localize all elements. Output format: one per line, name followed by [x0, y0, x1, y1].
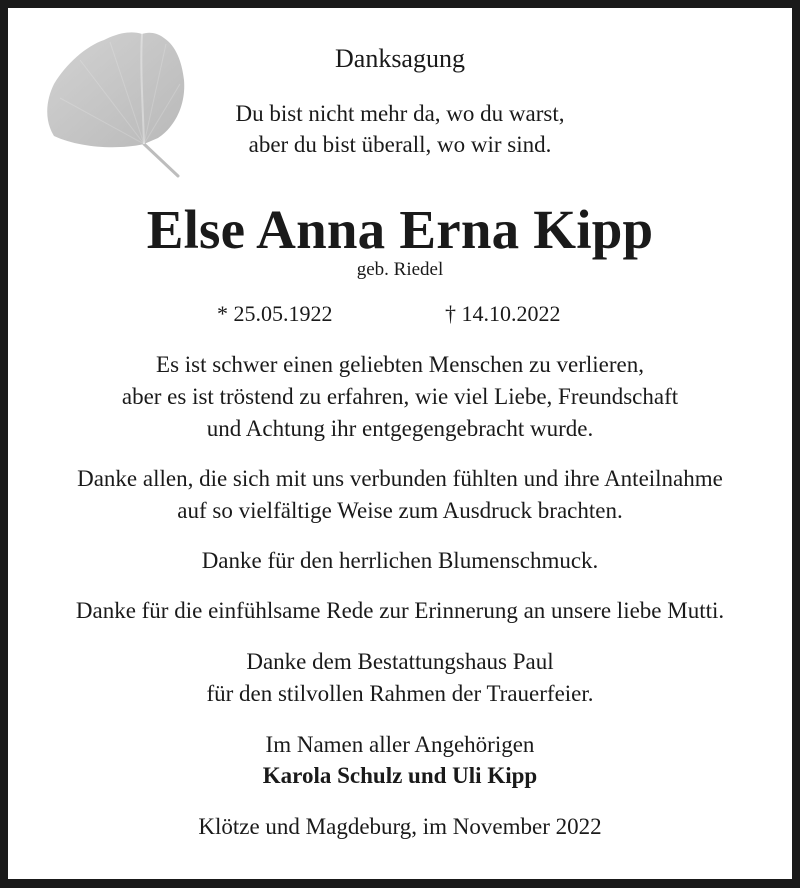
life-dates: [0, 299, 800, 329]
death-date: † 14.10.2022: [445, 301, 561, 326]
birth-name: geb. Riedel: [356, 259, 444, 280]
thanks-funeral-home-line-1: Danke dem Bestattungshaus Paul: [246, 649, 554, 674]
thanks-speech: Danke für die einfühlsame Rede zur Erinnerung an unsere liebe Mutti.: [75, 598, 725, 623]
on-behalf-text: Im Namen aller Angehörigen: [265, 732, 535, 757]
loss-line-1: Es ist schwer einen geliebten Menschen zu verlieren,: [156, 352, 644, 377]
loss-line-2: aber es ist tröstend zu erfahren, wie viel Liebe, Freundschaft: [121, 384, 679, 409]
thanks-all-line-2: auf so vielfältige Weise zum Ausdruck brachten.: [177, 498, 623, 523]
place-and-date: Klötze und Magdeburg, im November 2022: [198, 814, 602, 839]
birth-date: * 25.05.1922: [217, 301, 333, 326]
thanks-flowers: Danke für den herrlichen Blumenschmuck.: [201, 548, 599, 573]
signature-names: Karola Schulz und Uli Kipp: [262, 763, 538, 788]
thanks-funeral-home-line-2: für den stilvollen Rahmen der Trauerfeier.: [206, 681, 594, 706]
loss-line-3: und Achtung ihr entgegengebracht wurde.: [206, 416, 594, 441]
heading-danksagung: Danksagung: [335, 44, 465, 73]
deceased-name: Else Anna Erna Kipp: [146, 199, 654, 260]
thanks-all-line-1: Danke allen, die sich mit uns verbunden fühlten und ihre Anteilnahme: [77, 466, 723, 491]
verse-line-1: Du bist nicht mehr da, wo du warst,: [235, 101, 565, 126]
verse-line-2: aber du bist überall, wo wir sind.: [248, 132, 552, 157]
